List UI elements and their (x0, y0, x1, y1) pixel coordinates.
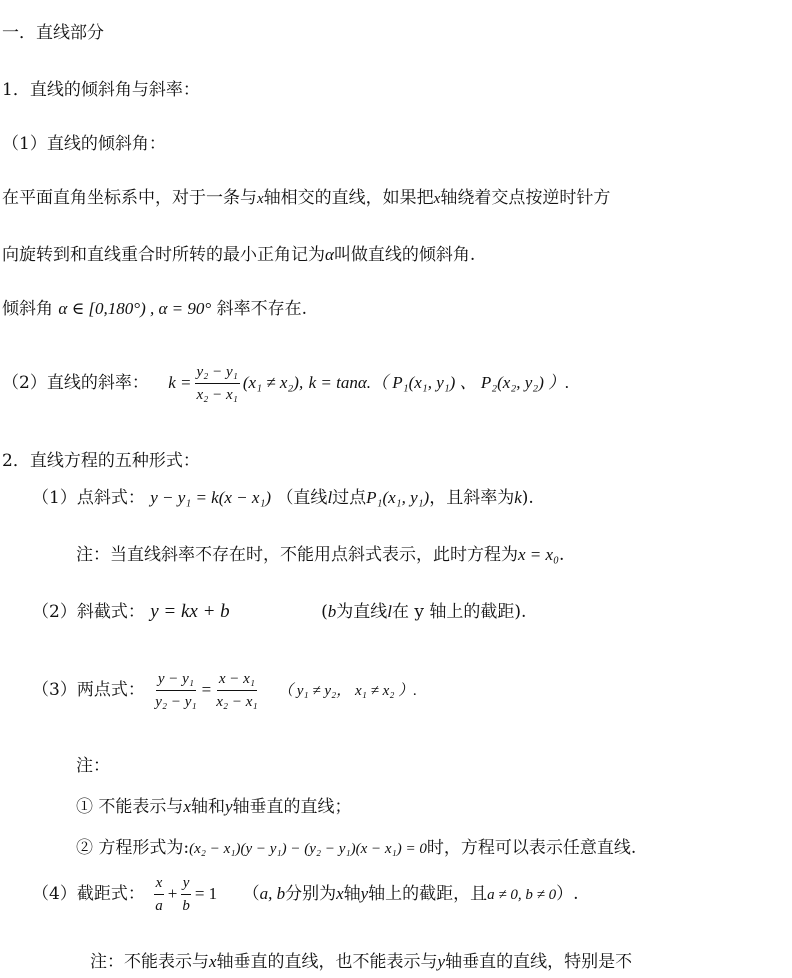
math-p1: P₁(x₁, y₁) (366, 488, 430, 507)
fraction-numerator: x − x₁ (217, 670, 257, 691)
fraction-numerator: y₂ − y₁ (195, 363, 240, 384)
fraction-denominator: a (155, 898, 163, 914)
math-equals-one: = 1 (194, 884, 218, 903)
math-condition: (x₁ ≠ x₂), (242, 373, 304, 392)
text: 分别为 (285, 884, 337, 904)
heading-five-forms: 2．直线方程的五种形式： (2, 451, 200, 471)
heading-slope-angle: 1．直线的倾斜角与斜率： (2, 80, 200, 100)
text: 轴垂直的直线，也不能表示与 (216, 952, 438, 972)
math-k: k (514, 488, 522, 507)
subheading-inclination: （1）直线的倾斜角： (2, 134, 166, 154)
math-x: x (336, 884, 344, 903)
math-x: x (433, 191, 441, 207)
text: （1）点斜式： (32, 488, 145, 508)
text: 轴垂直的直线，特别是不 (445, 952, 633, 972)
math-x-x0: x = x₀ (518, 545, 559, 564)
math-y: y (437, 952, 446, 971)
two-point-remark-1 (76, 796, 352, 818)
math-slope-intercept: y = kx + b (150, 601, 230, 622)
paragraph-definition-1 (2, 187, 610, 210)
fraction-numerator: x (154, 874, 165, 895)
point-slope-line (32, 487, 534, 509)
text: 轴上的截距，且 (368, 884, 488, 904)
text: 向旋转到和直线重合时所转的最小正角记为 (2, 245, 325, 265)
text: 轴和 (190, 797, 225, 817)
text: （4）截距式： (32, 884, 145, 904)
two-point-remark-title: 注： (76, 756, 110, 776)
math-ab: a, b (259, 884, 286, 903)
paragraph-definition-2 (2, 244, 475, 266)
slope-formula-line (2, 363, 569, 403)
slope-intercept-line (32, 601, 526, 623)
point-slope-remark (76, 544, 564, 566)
math-y: y (224, 797, 233, 816)
math-y: y (360, 884, 369, 903)
text: （直线 (276, 488, 328, 508)
text: ）. (556, 884, 579, 904)
text: （2）直线的斜率： (2, 373, 149, 393)
fraction-denominator: y₂ − y₁ (155, 694, 197, 710)
text: 在 y 轴上的截距). (391, 602, 527, 622)
math-tan: k = tanα (308, 373, 367, 392)
text: ① 不能表示与 (76, 797, 184, 817)
text: 注：不能表示与 (90, 952, 209, 972)
two-point-remark-2 (76, 837, 636, 860)
intercept-remark (90, 951, 632, 973)
math-range: α ∈ [0,180°) , α = 90° (58, 299, 212, 318)
text: （2）斜截式： (32, 602, 145, 622)
math-l: l (387, 602, 392, 621)
math-general-form: (x₂ − x₁)(y − y₁) − (y₂ − y₁)(x − x₁) = 0 (189, 841, 427, 857)
two-point-line: （3）两点式： $\frac{\text{y − y₁}}{\text{y₂ − y₁}}$ = $\frac{\text{x − x₁}}{\text{x₂ − x₁}}$ （ y₁ ≠ y₂， x₁ ≠ x₂ ）. (32, 671, 417, 710)
text: 轴相交的直线，如果把 (263, 188, 434, 208)
fraction-numerator: y (181, 874, 192, 895)
math-points: .（ P₁(x₁, y₁) 、 P₂(x₂, y₂) ）. (366, 373, 570, 392)
text: 轴垂直的直线； (232, 797, 352, 817)
math-k: k = (168, 373, 192, 392)
math-point-slope: y − y₁ = k(x − x₁) (150, 488, 272, 507)
text: 叫做直线的倾斜角. (333, 245, 476, 265)
text: 斜率不存在. (216, 299, 307, 319)
text: 为直线 (336, 602, 388, 622)
text: 注：当直线斜率不存在时，不能用点斜式表示，此时方程为 (76, 545, 518, 565)
range-line (2, 298, 307, 320)
text: 轴 (343, 884, 361, 904)
math-b: b (327, 602, 337, 621)
text: ). (521, 488, 534, 508)
math-l: l (327, 488, 333, 507)
intercept-fraction-x (153, 874, 165, 915)
math-two-point-condition: （ y₁ ≠ y₂， x₁ ≠ x₂ ）. (277, 683, 417, 699)
text: ② 方程形式为: (76, 838, 190, 858)
math-x: x (183, 797, 191, 816)
text: ( (321, 602, 328, 622)
fraction-denominator: x₂ − x₁ (216, 694, 258, 710)
text: 轴绕着交点按逆时针方 (440, 188, 611, 208)
text: 倾斜角 (2, 299, 53, 319)
text: （3）两点式： (32, 680, 145, 700)
fraction-denominator: x₂ − x₁ (196, 387, 238, 403)
fraction-numerator: y − y₁ (156, 670, 196, 691)
math-x: x (209, 952, 217, 971)
slope-fraction (195, 363, 240, 404)
intercept-line: （4）截距式： $\frac{x}{a}$ + $\frac{y}{b}$ = 1 （a, b分别为x轴y轴上的截距，且a ≠ 0, b ≠ 0）. (32, 875, 579, 914)
two-point-fraction-right (214, 670, 259, 711)
text: 时，方程可以表示任意直线. (426, 838, 637, 858)
text: （ (242, 884, 260, 904)
fraction-denominator: b (182, 898, 190, 914)
math-intercept-condition: a ≠ 0, b ≠ 0 (487, 887, 557, 903)
text: 在平面直角坐标系中，对于一条与 (2, 188, 257, 208)
math-alpha: α (325, 245, 334, 264)
math-x: x (257, 191, 264, 207)
text: 过点 (332, 488, 367, 508)
section-title: 一．直线部分 (2, 23, 104, 43)
two-point-fraction-left (153, 670, 198, 711)
text: . (558, 545, 565, 565)
text: ，且斜率为 (429, 488, 515, 508)
intercept-fraction-y (180, 874, 192, 915)
